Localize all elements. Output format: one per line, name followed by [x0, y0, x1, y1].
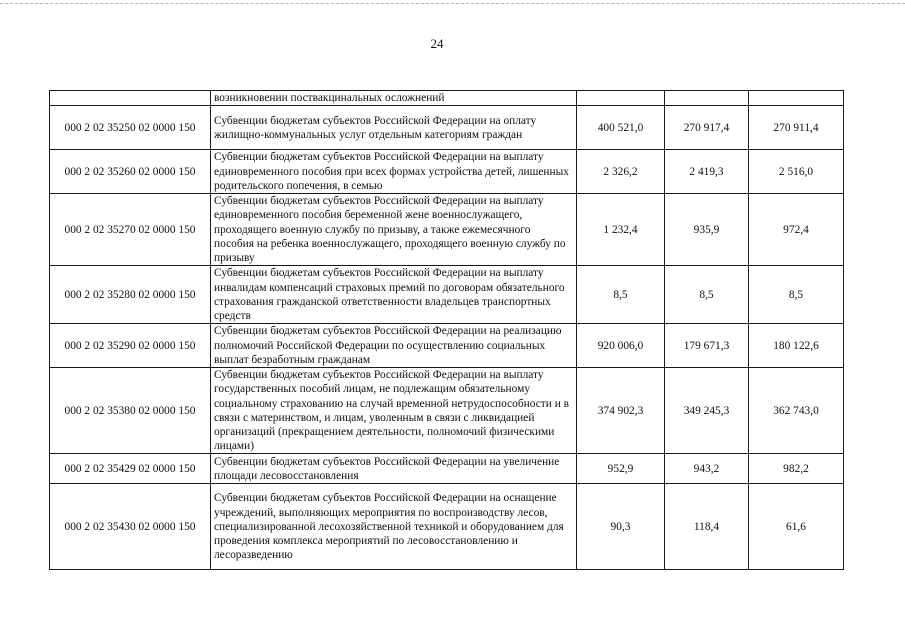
amount-cell-3: 972,4 — [749, 194, 844, 266]
description-cell: Субвенции бюджетам субъектов Российской Федерации на увеличение площади лесовосстановления — [211, 454, 577, 484]
amount-cell-1: 1 232,4 — [577, 194, 665, 266]
amount-cell-2 — [665, 91, 749, 106]
amount-cell-1: 400 521,0 — [577, 106, 665, 150]
table-row — [50, 454, 844, 484]
table-row — [50, 324, 844, 368]
amount-cell-1: 374 902,3 — [577, 368, 665, 454]
budget-code-cell: 000 2 02 35260 02 0000 150 — [50, 150, 211, 194]
budget-code-cell: 000 2 02 35270 02 0000 150 — [50, 194, 211, 266]
table-row — [50, 266, 844, 324]
budget-code-cell: 000 2 02 35430 02 0000 150 — [50, 484, 211, 570]
description-cell: Субвенции бюджетам субъектов Российской Федерации на оплату жилищно-коммунальных услуг отдельным категориям граждан — [211, 106, 577, 150]
description-cell: возникновении поствакцинальных осложнений — [211, 91, 577, 106]
amount-cell-2: 935,9 — [665, 194, 749, 266]
amount-cell-3: 362 743,0 — [749, 368, 844, 454]
amount-cell-1: 920 006,0 — [577, 324, 665, 368]
budget-code-cell: 000 2 02 35280 02 0000 150 — [50, 266, 211, 324]
table-row — [50, 368, 844, 454]
amount-cell-1: 2 326,2 — [577, 150, 665, 194]
amount-cell-1 — [577, 91, 665, 106]
table-row — [50, 91, 844, 106]
table-row — [50, 484, 844, 570]
amount-cell-2: 179 671,3 — [665, 324, 749, 368]
amount-cell-3: 270 911,4 — [749, 106, 844, 150]
amount-cell-1: 8,5 — [577, 266, 665, 324]
amount-cell-3 — [749, 91, 844, 106]
amount-cell-2: 270 917,4 — [665, 106, 749, 150]
amount-cell-1: 90,3 — [577, 484, 665, 570]
description-cell: Субвенции бюджетам субъектов Российской Федерации на оснащение учреждений, выполняющих мероприятия по воспроизводству лесов, специализированной лесохозяйственной техникой и оборудованием для проведения комплекса мероприятий по лесовосстановлению и лесоразведению — [211, 484, 577, 570]
amount-cell-2: 2 419,3 — [665, 150, 749, 194]
description-cell: Субвенции бюджетам субъектов Российской Федерации на реализацию полномочий Российской Федерации по осуществлению социальных выплат безработным гражданам — [211, 324, 577, 368]
amount-cell-3: 2 516,0 — [749, 150, 844, 194]
amount-cell-3: 8,5 — [749, 266, 844, 324]
amount-cell-1: 952,9 — [577, 454, 665, 484]
budget-code-cell — [50, 91, 211, 106]
amount-cell-3: 982,2 — [749, 454, 844, 484]
amount-cell-3: 61,6 — [749, 484, 844, 570]
amount-cell-2: 8,5 — [665, 266, 749, 324]
description-cell: Субвенции бюджетам субъектов Российской Федерации на выплату единовременного пособия беременной жене военнослужащего, проходящего военную службу по призыву, а также ежемесячного пособия на ребенка военнослужащего, проходящего военную службу по призыву — [211, 194, 577, 266]
description-cell: Субвенции бюджетам субъектов Российской Федерации на выплату государственных пособий лицам, не подлежащим обязательному социальному страхованию на случай временной нетрудоспособности и в связи с материнством, и лицам, уволенным в связи с ликвидацией организаций (прекращением деятельности, полномочий физическими лицами) — [211, 368, 577, 454]
page-number: 24 — [430, 36, 444, 51]
budget-code-cell: 000 2 02 35380 02 0000 150 — [50, 368, 211, 454]
description-cell: Субвенции бюджетам субъектов Российской Федерации на выплату инвалидам компенсаций страховых премий по договорам обязательного страхования гражданской ответственности владельцев транспортных средств — [211, 266, 577, 324]
top-scan-edge — [0, 3, 905, 4]
budget-code-cell: 000 2 02 35290 02 0000 150 — [50, 324, 211, 368]
budget-code-cell: 000 2 02 35250 02 0000 150 — [50, 106, 211, 150]
budget-code-cell: 000 2 02 35429 02 0000 150 — [50, 454, 211, 484]
table-row — [50, 106, 844, 150]
amount-cell-2: 943,2 — [665, 454, 749, 484]
table-row — [50, 194, 844, 266]
budget-table — [49, 90, 844, 570]
amount-cell-3: 180 122,6 — [749, 324, 844, 368]
table-row — [50, 150, 844, 194]
amount-cell-2: 349 245,3 — [665, 368, 749, 454]
amount-cell-2: 118,4 — [665, 484, 749, 570]
description-cell: Субвенции бюджетам субъектов Российской Федерации на выплату единовременного пособия при всех формах устройства детей, лишенных родительского попечения, в семью — [211, 150, 577, 194]
